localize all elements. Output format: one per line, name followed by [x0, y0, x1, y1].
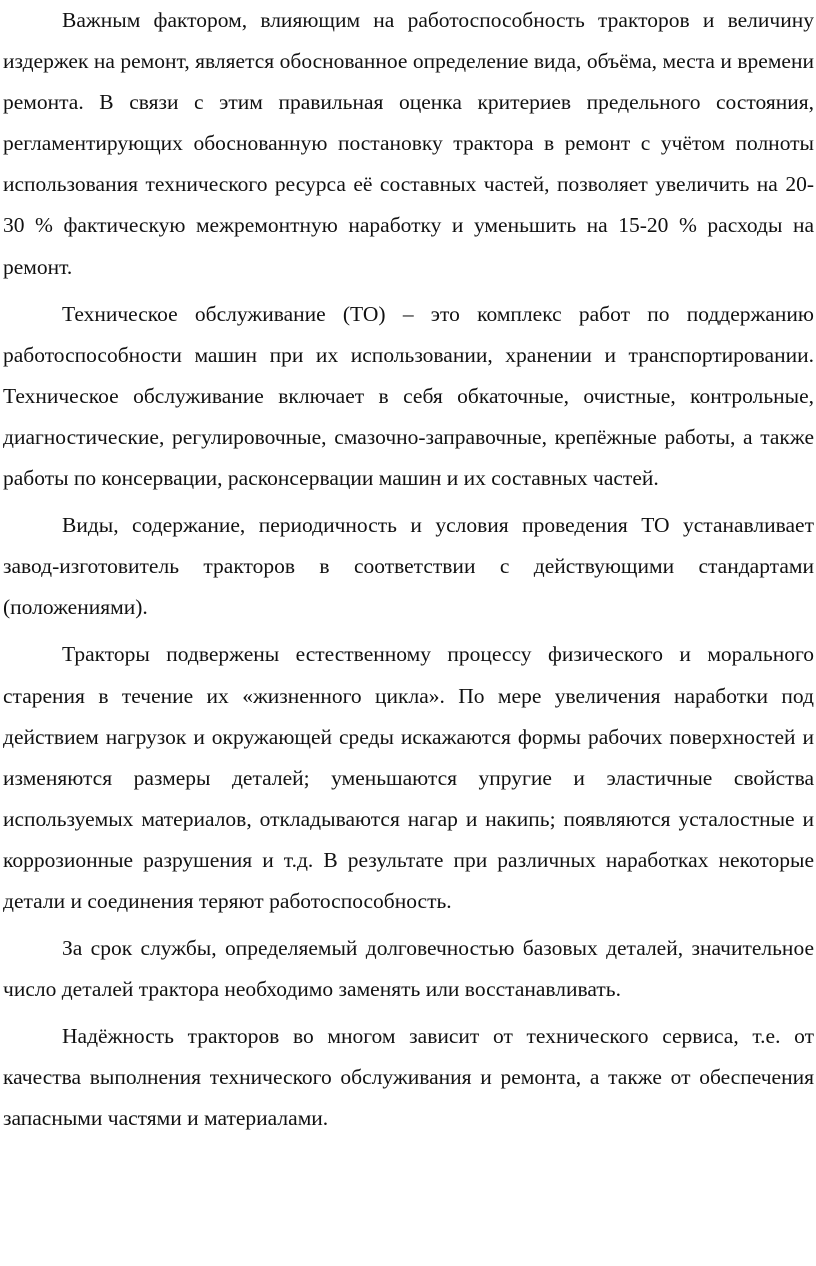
paragraph-service-life: За срок службы, определяемый долговечностью базовых деталей, значительное число деталей трактора необходимо заменять или восстанавливать.	[3, 936, 814, 1002]
paragraph-tractor-aging: Тракторы подвержены естественному процессу физического и морального старения в течение их «жизненного цикла». По мере увеличения наработки под действием нагрузок и окружающей среды искажаются формы рабочих поверхностей и изменяются размеры деталей; уменьшаются упругие и эластичные свойства используемых материалов, откладываются нагар и накипь; появляются усталостные и коррозионные разрушения и т.д. В результате при различных наработках некоторые детали и соединения теряют работоспособность.	[3, 642, 814, 913]
paragraph-maintenance-types: Виды, содержание, периодичность и условия проведения ТО устанавливает завод-изготовитель тракторов в соответствии с действующими стандартами (положениями).	[3, 513, 814, 620]
paragraph-reliability: Надёжность тракторов во многом зависит от технического сервиса, т.е. от качества выполнения технического обслуживания и ремонта, а также от обеспечения запасными частями и материалами.	[3, 1024, 814, 1131]
paragraph-repair-factors: Важным фактором, влияющим на работоспособность тракторов и величину издержек на ремонт, является обоснованное определение вида, объёма, места и времени ремонта. В связи с этим правильная оценка критериев предельного состояния, регламентирующих обоснованную постановку трактора в ремонт с учётом полноты использования технического ресурса её составных частей, позволяет увеличить на 20-30 % фактическую межремонтную наработку и уменьшить на 15-20 % расходы на ремонт.	[3, 8, 814, 279]
paragraph-maintenance-definition: Техническое обслуживание (ТО) – это комплекс работ по поддержанию работоспособности машин при их использовании, хранении и транспортировании. Техническое обслуживание включает в себя обкаточные, очистные, контрольные, диагностические, регулировочные, смазочно-заправочные, крепёжные работы, а также работы по консервации, расконсервации машин и их составных частей.	[3, 301, 814, 491]
